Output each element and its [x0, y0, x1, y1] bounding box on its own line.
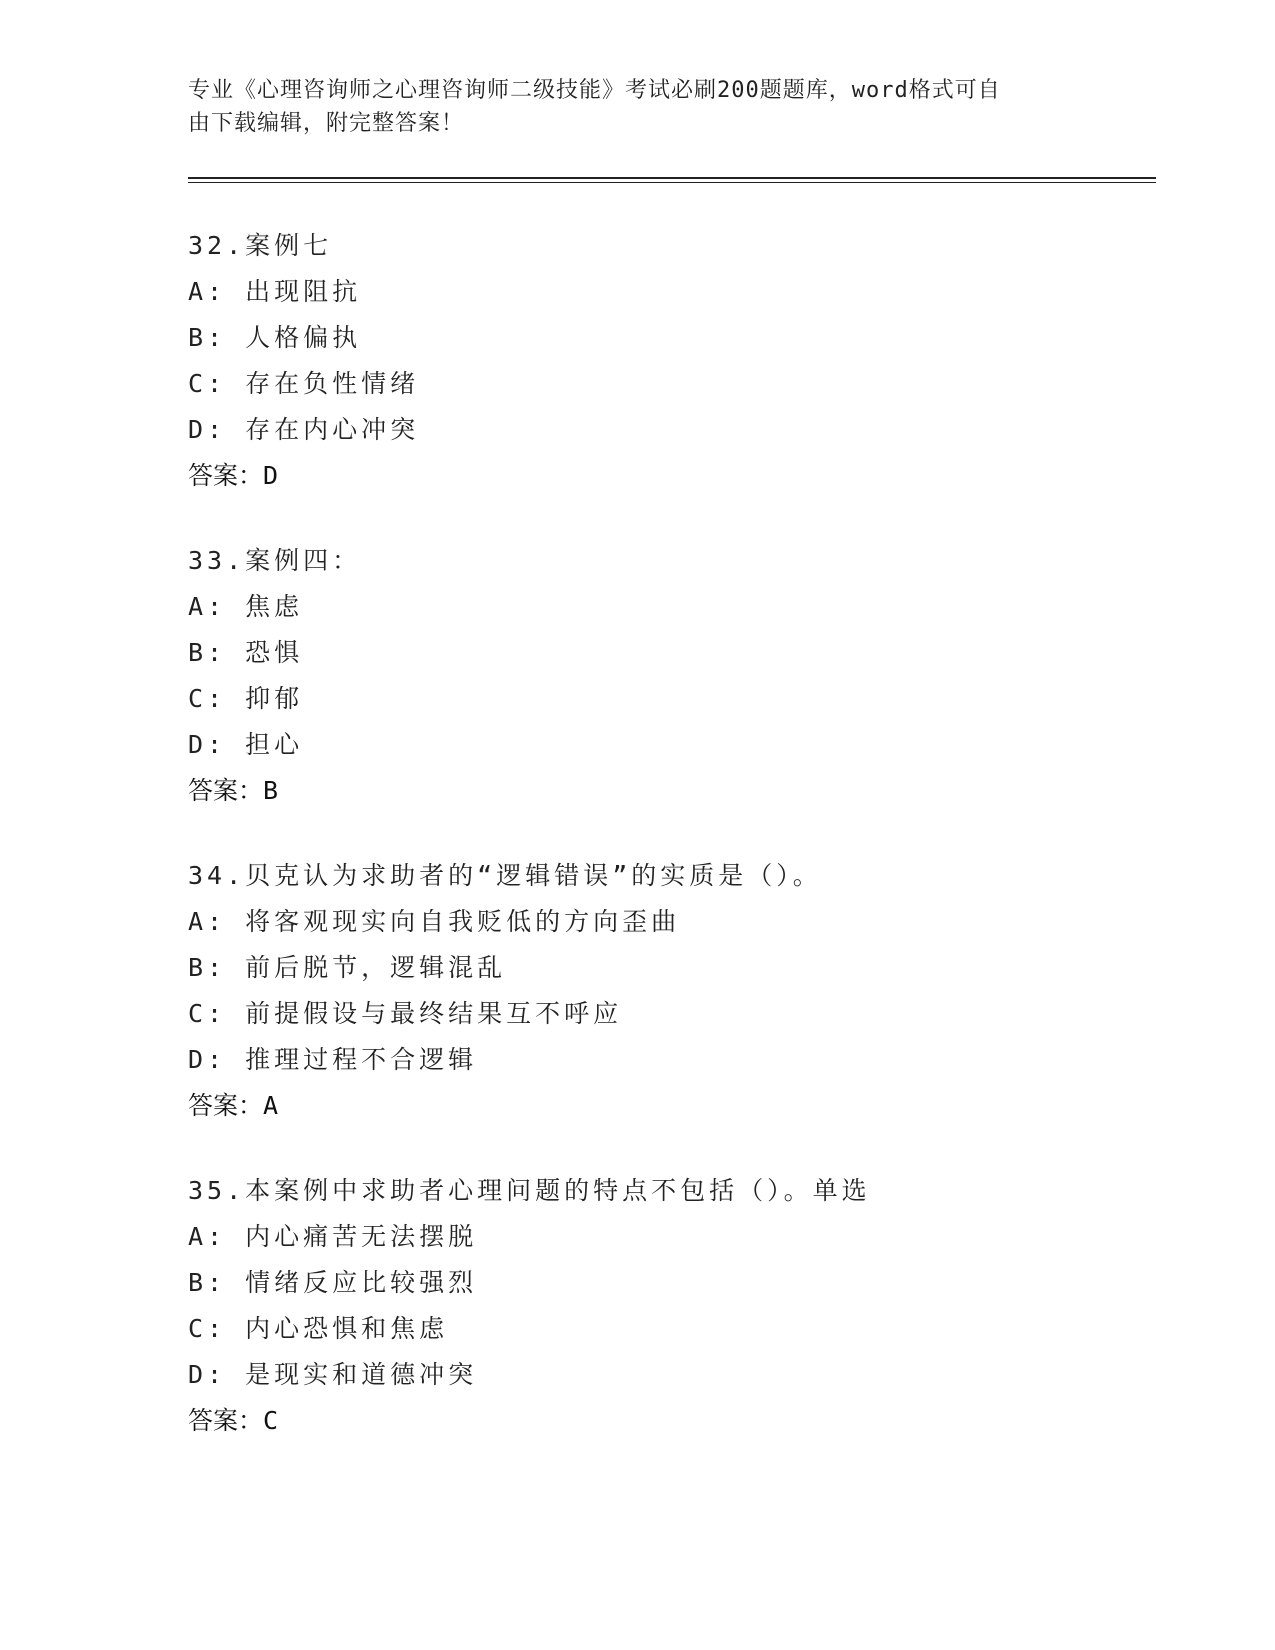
question-stem: 33.案例四： [188, 546, 362, 575]
option-b: B: 前后脱节，逻辑混乱 [188, 953, 507, 982]
option-c: C: 内心恐惧和焦虑 [188, 1314, 449, 1343]
header-divider-thick [188, 177, 1156, 179]
answer-label: 答案： [188, 1091, 264, 1120]
answer-label: 答案： [188, 776, 264, 805]
option-c: C: 存在负性情绪 [188, 369, 420, 398]
option-d: D: 推理过程不合逻辑 [188, 1045, 478, 1074]
question-block [188, 223, 1148, 499]
option-b: B: 人格偏执 [188, 323, 362, 352]
option-b: B: 恐惧 [188, 638, 304, 667]
question-block [188, 1168, 1148, 1444]
answer-line [188, 1083, 1148, 1129]
answer-label: 答案： [188, 1406, 264, 1435]
answer-value: D [263, 461, 279, 490]
option-a: A: 焦虑 [188, 592, 304, 621]
option-d: D: 担心 [188, 730, 304, 759]
answer-line [188, 453, 1148, 499]
option-d: D: 存在内心冲突 [188, 415, 420, 444]
header-line-2: 由下载编辑，附完整答案！ [188, 111, 465, 136]
answer-line [188, 1398, 1148, 1444]
option-c: C: 抑郁 [188, 684, 304, 713]
option-a: A: 将客观现实向自我贬低的方向歪曲 [188, 907, 681, 936]
answer-value: A [263, 1091, 279, 1120]
option-a: A: 出现阻抗 [188, 277, 362, 306]
option-a: A: 内心痛苦无法摆脱 [188, 1222, 478, 1251]
answer-value: C [263, 1406, 279, 1435]
question-stem: 35.本案例中求助者心理问题的特点不包括（）。单选 [188, 1176, 871, 1205]
question-stem: 34.贝克认为求助者的“逻辑错误”的实质是（）。 [188, 861, 822, 890]
option-d: D: 是现实和道德冲突 [188, 1360, 478, 1389]
question-stem: 32.案例七 [188, 231, 333, 260]
header-divider-thin [188, 182, 1156, 183]
answer-line [188, 768, 1148, 814]
question-block [188, 853, 1148, 1129]
answer-label: 答案： [188, 461, 264, 490]
question-block [188, 538, 1148, 814]
document-header [188, 74, 1068, 140]
header-line-1: 专业《心理咨询师之心理咨询师二级技能》考试必刷200题题库，word格式可自 [188, 78, 1001, 103]
option-c: C: 前提假设与最终结果互不呼应 [188, 999, 623, 1028]
answer-value: B [263, 776, 279, 805]
option-b: B: 情绪反应比较强烈 [188, 1268, 478, 1297]
